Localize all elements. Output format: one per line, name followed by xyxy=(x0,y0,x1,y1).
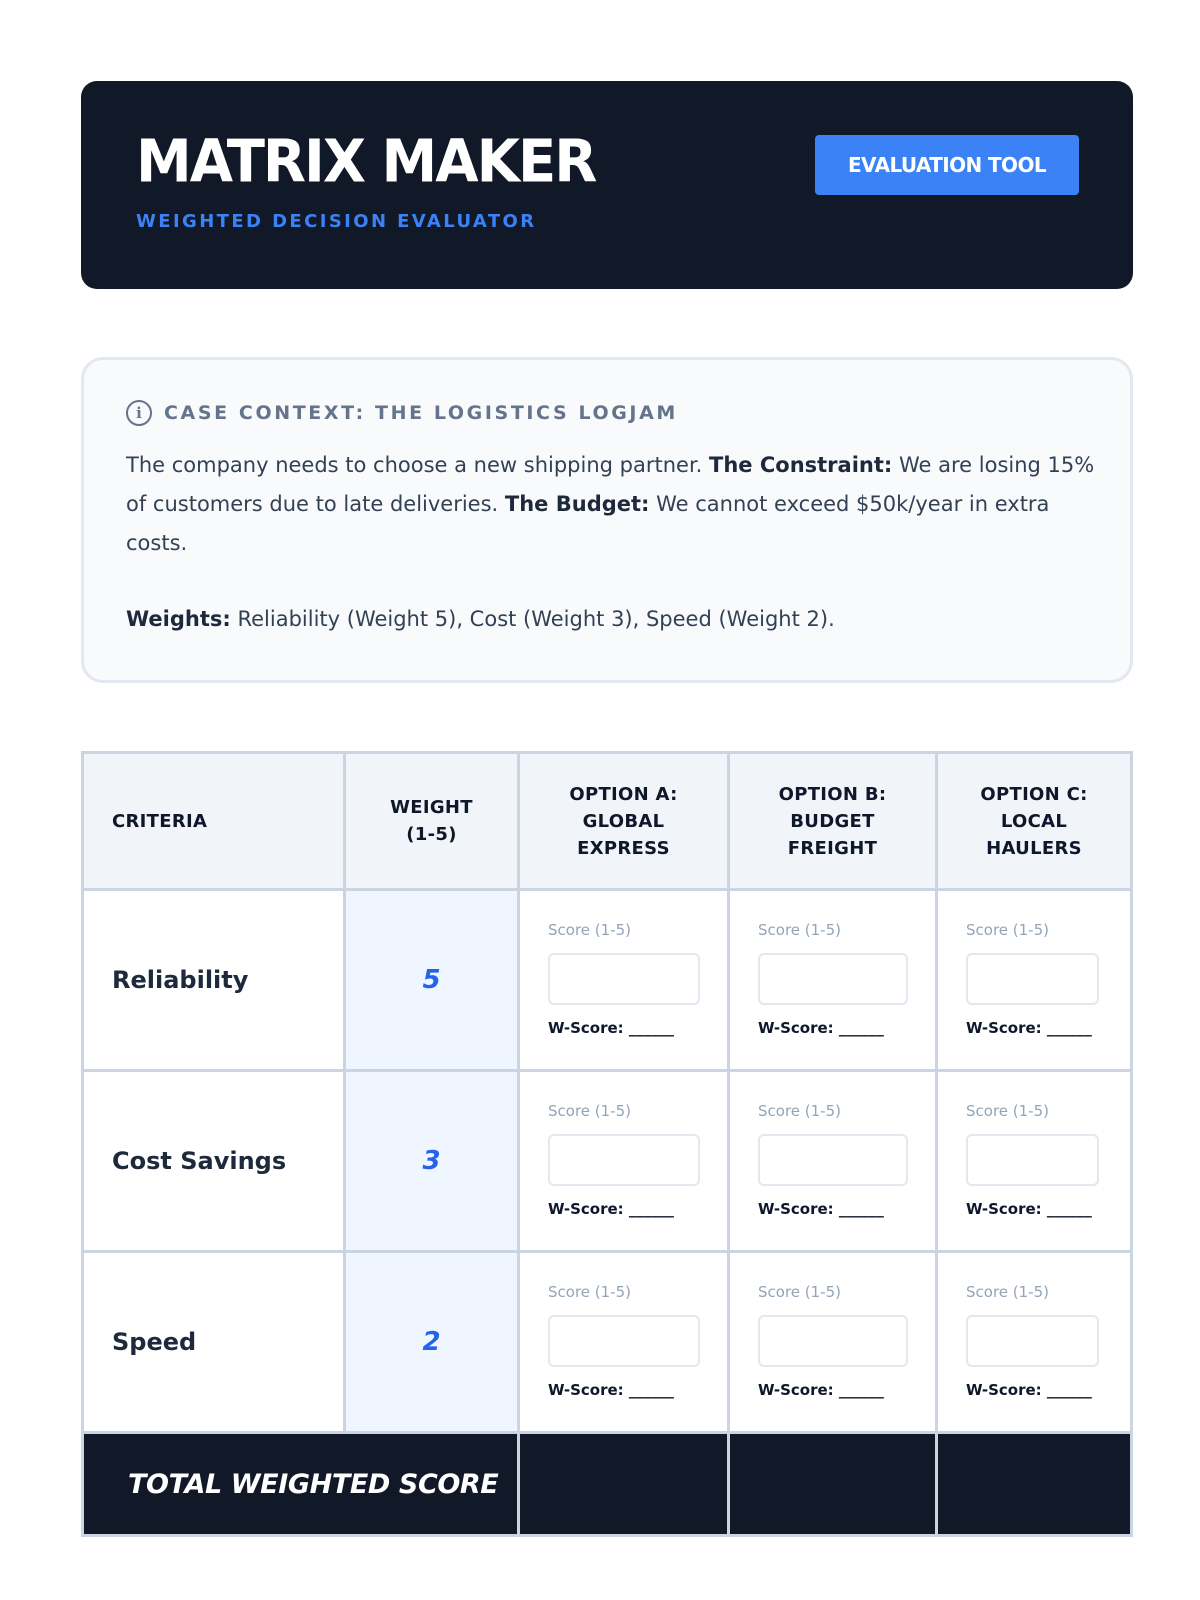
score-input-reliability-option-a[interactable] xyxy=(548,953,700,1005)
weight-speed: 2 xyxy=(346,1253,517,1431)
weighted-score: W-Score: ______ xyxy=(548,1200,674,1218)
case-context-body xyxy=(126,446,1096,563)
context-intro: The company needs to choose a new shipping partner. xyxy=(126,453,703,477)
score-label: Score (1-5) xyxy=(548,921,631,939)
score-input-speed-option-b[interactable] xyxy=(758,1315,908,1367)
header-option-c-line3: HAULERS xyxy=(986,837,1082,859)
score-input-speed-option-a[interactable] xyxy=(548,1315,700,1367)
header-option-a-line2: GLOBAL xyxy=(582,810,665,832)
case-context-heading-row xyxy=(126,400,678,426)
weighted-score: W-Score: ______ xyxy=(966,1381,1092,1399)
header-option-c xyxy=(938,754,1130,888)
weights-line xyxy=(126,600,835,639)
constraint-label: The Constraint: xyxy=(709,453,893,477)
app-title: MATRIX MAKER xyxy=(136,127,596,196)
header-option-b-line2: BUDGET xyxy=(790,810,875,832)
score-cell xyxy=(938,891,1130,1069)
app-header xyxy=(81,81,1133,289)
weight-cost-savings: 3 xyxy=(346,1072,517,1250)
score-cell xyxy=(520,1253,727,1431)
constraint-text: We are losing 15% of customers due to late deliveries. xyxy=(126,453,1095,516)
weights-label: Weights: xyxy=(126,607,231,631)
criterion-cost-savings: Cost Savings xyxy=(84,1072,343,1250)
weight-reliability: 5 xyxy=(346,891,517,1069)
budget-label: The Budget: xyxy=(504,492,650,516)
score-label: Score (1-5) xyxy=(966,921,1049,939)
case-context-card xyxy=(81,357,1133,683)
app-subtitle: WEIGHTED DECISION EVALUATOR xyxy=(136,211,537,232)
score-input-reliability-option-b[interactable] xyxy=(758,953,908,1005)
budget-text: We cannot exceed $50k/year in extra costs. xyxy=(126,492,1050,555)
score-input-cost-option-b[interactable] xyxy=(758,1134,908,1186)
score-cell xyxy=(938,1253,1130,1431)
header-option-b-line1: OPTION B: xyxy=(778,783,887,805)
score-cell xyxy=(730,891,935,1069)
decision-matrix xyxy=(81,751,1133,1537)
score-label: Score (1-5) xyxy=(966,1102,1049,1120)
score-cell xyxy=(730,1072,935,1250)
header-option-a xyxy=(520,754,727,888)
header-option-c-line2: LOCAL xyxy=(1000,810,1068,832)
info-icon: i xyxy=(126,400,152,426)
weighted-score: W-Score: ______ xyxy=(548,1019,674,1037)
weighted-score: W-Score: ______ xyxy=(966,1019,1092,1037)
score-label: Score (1-5) xyxy=(548,1283,631,1301)
score-input-cost-option-a[interactable] xyxy=(548,1134,700,1186)
criterion-speed: Speed xyxy=(84,1253,343,1431)
score-label: Score (1-5) xyxy=(758,1283,841,1301)
header-criteria xyxy=(84,754,343,888)
header-option-a-line1: OPTION A: xyxy=(569,783,678,805)
score-cell xyxy=(938,1072,1130,1250)
weighted-score: W-Score: ______ xyxy=(758,1381,884,1399)
total-option-b xyxy=(730,1434,935,1534)
score-cell xyxy=(520,1072,727,1250)
weighted-score: W-Score: ______ xyxy=(758,1019,884,1037)
case-context-title: CASE CONTEXT: THE LOGISTICS LOGJAM xyxy=(164,402,678,424)
header-option-a-line3: EXPRESS xyxy=(577,837,670,859)
score-cell xyxy=(520,891,727,1069)
header-option-b-line3: FREIGHT xyxy=(787,837,878,859)
weighted-score: W-Score: ______ xyxy=(548,1381,674,1399)
header-weight-line2: (1-5) xyxy=(406,824,457,845)
weighted-score: W-Score: ______ xyxy=(758,1200,884,1218)
header-weight-line1: WEIGHT xyxy=(390,797,473,818)
score-label: Score (1-5) xyxy=(758,921,841,939)
total-option-c xyxy=(938,1434,1130,1534)
evaluation-tool-button[interactable]: EVALUATION TOOL xyxy=(815,135,1079,195)
score-input-reliability-option-c[interactable] xyxy=(966,953,1099,1005)
weighted-score: W-Score: ______ xyxy=(966,1200,1092,1218)
score-label: Score (1-5) xyxy=(548,1102,631,1120)
criterion-reliability: Reliability xyxy=(84,891,343,1069)
score-input-speed-option-c[interactable] xyxy=(966,1315,1099,1367)
score-label: Score (1-5) xyxy=(966,1283,1049,1301)
header-criteria-label: CRITERIA xyxy=(112,810,208,832)
header-weight xyxy=(346,754,517,888)
score-cell xyxy=(730,1253,935,1431)
score-label: Score (1-5) xyxy=(758,1102,841,1120)
header-option-b xyxy=(730,754,935,888)
score-input-cost-option-c[interactable] xyxy=(966,1134,1099,1186)
header-option-c-line1: OPTION C: xyxy=(980,783,1088,805)
total-option-a xyxy=(520,1434,727,1534)
total-weighted-score-label: TOTAL WEIGHTED SCORE xyxy=(84,1434,517,1534)
weights-text: Reliability (Weight 5), Cost (Weight 3), Speed (Weight 2). xyxy=(237,607,835,631)
